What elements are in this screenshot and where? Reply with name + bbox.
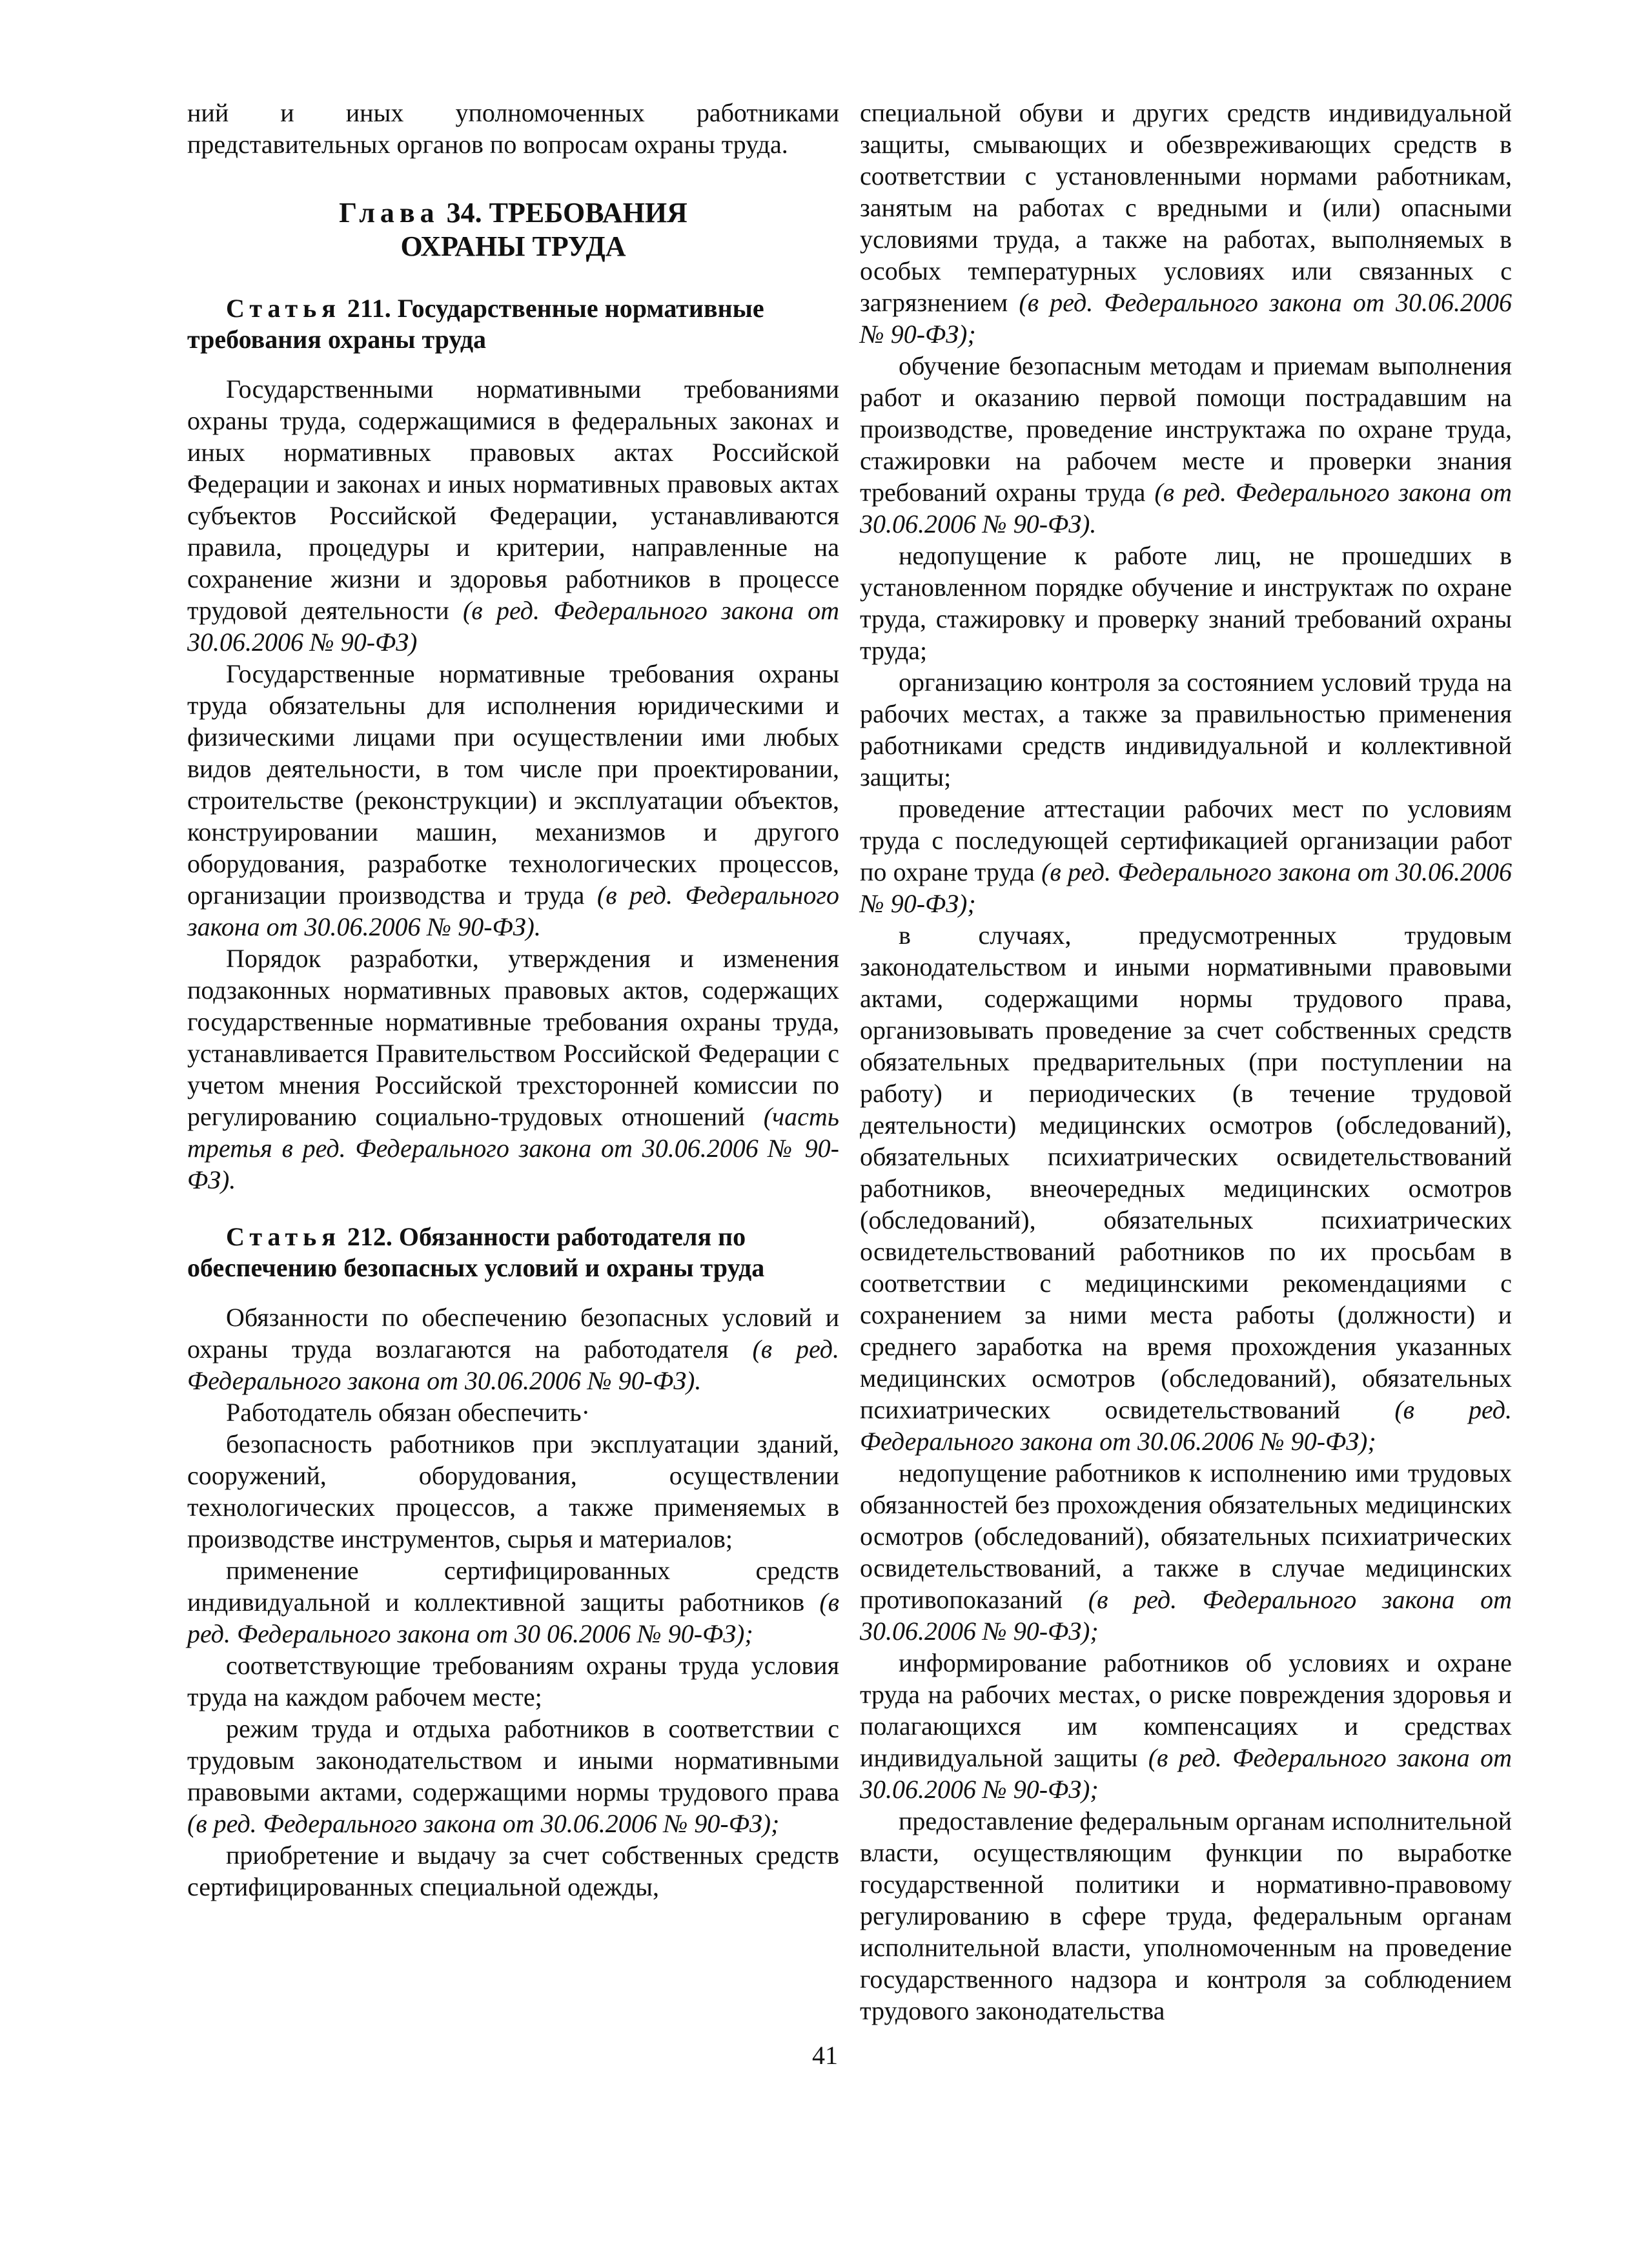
paragraph: режим труда и отдыха работников в соответствии с трудовым законодательством и иными нормативными правовыми актами, содержащими нормы трудового права (в ред. Федерального закона от 30.06.2006 № 90-ФЗ); bbox=[187, 1714, 839, 1838]
paragraph: организацию контроля за состоянием условий труда на рабочих местах, а также за правильностью применения работниками средств индивидуальной и коллективной защиты; bbox=[860, 668, 1512, 792]
right-column bbox=[860, 97, 1512, 2027]
paragraph: Порядок разработки, утверждения и изменения подзаконных нормативных правовых актов, содержащих государственные нормативные требования охраны труда, устанавливается Правительством Российской Федерации с учетом мнения Российской трехсторонней комиссии по регулированию социально-трудовых отношений (часть третья в ред. Федерального закона от 30.06.2006 № 90-ФЗ). bbox=[187, 944, 839, 1194]
chapter-title-line1: 34. ТРЕБОВАНИЯ bbox=[446, 197, 688, 229]
paragraph: приобретение и выдачу за счет собственных средств сертифицированных специальной одежды, bbox=[187, 1841, 839, 1901]
amendment-note: (в ред. Федерального закона от 30.06.2006 № 90-ФЗ); bbox=[860, 1585, 1512, 1646]
paragraph: Государственные нормативные требования охраны труда обязательны для исполнения юридическими и физическими лицами при осуществлении ими любых видов деятельности, в том числе при проектировании, строительстве (реконструкции) и эксплуатации объектов, конструировании машин, механизмов и другого оборудования, разработке технологических процессов, организации производства и труда (в ред. Федерального закона от 30.06.2006 № 90-ФЗ). bbox=[187, 659, 840, 941]
paragraph: применение сертифицированных средств индивидуальной и коллективной защиты работников (в ред. Федерального закона от 30 06.2006 № 90-ФЗ); bbox=[187, 1556, 839, 1648]
page-number: 41 bbox=[812, 2041, 838, 2070]
continued-paragraph: ний и иных уполномоченных работниками представительных органов по вопросам охраны труда. bbox=[187, 98, 839, 159]
left-column bbox=[187, 97, 839, 1903]
article-label: Статья bbox=[226, 1222, 341, 1251]
article-label: Статья bbox=[226, 294, 341, 323]
amendment-note: (в ред. Федерального закона от 30.06.2006 № 90-ФЗ); bbox=[860, 857, 1512, 918]
paragraph: обучение безопасным методам и приемам выполнения работ и оказанию первой помощи пострадавшим на производстве, проведение инструктажа по охране труда, стажировки на рабочем месте и проверки знания требований охраны труда (в ред. Федерального закона от 30.06.2006 № 90-ФЗ). bbox=[860, 351, 1512, 538]
amendment-note: (в ред. Федерального закона от 30.06.2006 № 90-ФЗ). bbox=[187, 881, 840, 941]
amendment-note: (в ред. Федерального закона от 30.06.2006 № 90-ФЗ); bbox=[860, 1743, 1512, 1804]
chapter-title-line2: ОХРАНЫ ТРУДА bbox=[400, 230, 626, 262]
chapter-label: Глава bbox=[339, 197, 440, 229]
amendment-note: (в ред. Федерального закона от 30.06.2006 № 90-ФЗ). bbox=[860, 478, 1512, 538]
paragraph: специальной обуви и других средств индивидуальной защиты, смывающих и обезвреживающих средств в соответствии с установленными нормами работникам, занятым на работах с вредными и (или) опасными условиями труда, а также на работах, выполняемых в особых температурных условиях или связанных с загрязнением (в ред. Федерального закона от 30.06.2006 № 90-ФЗ); bbox=[860, 98, 1512, 349]
article-211-heading bbox=[187, 293, 839, 355]
amendment-note: (в ред. Федерального закона от 30.06.2006 № 90-ФЗ) bbox=[187, 596, 840, 657]
article-212-heading bbox=[187, 1221, 839, 1283]
amendment-note: (в ред. Федерального закона от 30 06.2006 № 90-ФЗ); bbox=[187, 1588, 839, 1648]
paragraph: безопасность работников при эксплуатации зданий, сооружений, оборудования, осуществлении технологических процессов, а также применяемых в производстве инструментов, сырья и материалов; bbox=[187, 1429, 839, 1553]
paragraph: Государственными нормативными требованиями охраны труда, содержащимися в федеральных законах и иных нормативных правовых актах Российской Федерации и законах и иных нормативных правовых актах субъектов Российской Федерации, устанавливаются правила, процедуры и критерии, направленные на сохранение жизни и здоровья работников в процессе трудовой деятельности (в ред. Федерального закона от 30.06.2006 № 90-ФЗ) bbox=[187, 374, 840, 657]
paragraph: Обязанности по обеспечению безопасных условий и охраны труда возлагаются на работодателя (в ред. Федерального закона от 30.06.2006 № 90-ФЗ). bbox=[187, 1303, 839, 1395]
paragraph: недопущение к работе лиц, не прошедших в установленном порядке обучение и инструктаж по охране труда, стажировку и проверку знаний требований охраны труда; bbox=[860, 541, 1512, 665]
paragraph: в случаях, предусмотренных трудовым законодательством и иными нормативными правовыми актами, содержащими нормы трудового права, организовывать проведение за счет собственных средств обязательных предварительных (при поступлении на работу) и периодических (в течение трудовой деятельности) медицинских осмотров (обследований), обязательных психиатрических освидетельствований работников, внеочередных медицинских осмотров (обследований), обязательных психиатрических освидетельствований работников по их просьбам в соответствии с медицинскими рекомендациями с сохранением за ними места работы (должности) и среднего заработка на время прохождения указанных медицинских осмотров (обследований), обязательных психиатрических освидетельствований (в ред. Федерального закона от 30.06.2006 № 90-ФЗ); bbox=[860, 921, 1512, 1456]
amendment-note: (в ред. Федерального закона от 30.06.2006 № 90-ФЗ); bbox=[860, 1395, 1512, 1456]
amendment-note: (в ред. Федерального закона от 30.06.2006 № 90-ФЗ). bbox=[187, 1334, 839, 1395]
chapter-heading bbox=[187, 196, 839, 263]
amendment-note: (часть третья в ред. Федерального закона от 30.06.2006 № 90-ФЗ). bbox=[187, 1102, 839, 1194]
paragraph: соответствующие требованиям охраны труда условия труда на каждом рабочем месте; bbox=[187, 1651, 839, 1711]
paragraph: информирование работников об условиях и охране труда на рабочих местах, о риске повреждения здоровья и полагающихся им компенсациях и средствах индивидуальной защиты (в ред. Федерального закона от 30.06.2006 № 90-ФЗ); bbox=[860, 1648, 1512, 1804]
paragraph: предоставление федеральным органам исполнительной власти, осуществляющим функции по выработке государственной политики и нормативно-правовому регулированию в сфере труда, федеральным органам исполнительной власти, уполномоченным на проведение государственного надзора и контроля за соблюдением трудового законодательства bbox=[860, 1806, 1512, 2025]
amendment-note: (в ред. Федерального закона от 30.06.2006 № 90-ФЗ); bbox=[860, 288, 1512, 349]
article-212-title: 212. Обязанности работодателя по обеспечению безопасных условий и охраны труда bbox=[187, 1222, 765, 1282]
article-211-title: 211. Государственные нормативные требования охраны труда bbox=[187, 294, 764, 354]
paragraph: недопущение работников к исполнению ими трудовых обязанностей без прохождения обязательных медицинских осмотров (обследований), обязательных психиатрических освидетельствований, а также в случае медицинских противопоказаний (в ред. Федерального закона от 30.06.2006 № 90-ФЗ); bbox=[860, 1458, 1512, 1646]
paragraph: Работодатель обязан обеспечить· bbox=[226, 1398, 590, 1427]
amendment-note: (в ред. Федерального закона от 30.06.2006 № 90-ФЗ); bbox=[187, 1809, 780, 1838]
paragraph: проведение аттестации рабочих мест по условиям труда с последующей сертификацией организации работ по охране труда (в ред. Федерального закона от 30.06.2006 № 90-ФЗ); bbox=[860, 794, 1512, 918]
